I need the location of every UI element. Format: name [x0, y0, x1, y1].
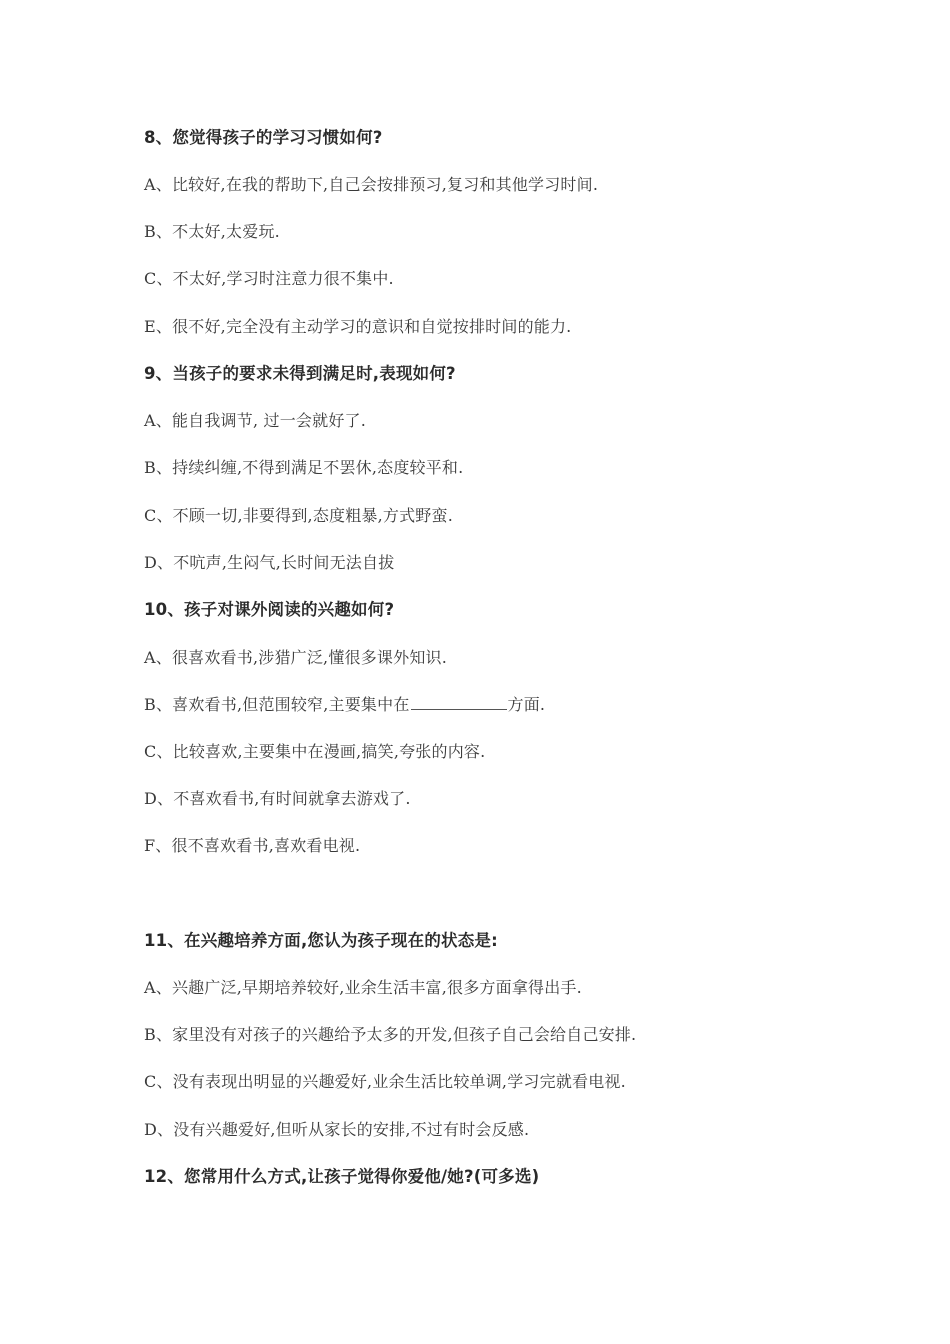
question-10-option-a: A、很喜欢看书,涉猎广泛,懂很多课外知识. [144, 648, 448, 667]
question-10-option-b-text: B、喜欢看书,但范围较窄,主要集中在 [144, 695, 410, 714]
question-11-option-a: A、兴趣广泛,早期培养较好,业余生活丰富,很多方面拿得出手. [144, 978, 582, 997]
question-11-title: 11、在兴趣培养方面,您认为孩子现在的状态是: [144, 931, 498, 950]
question-11-option-c: C、没有表现出明显的兴趣爱好,业余生活比较单调,学习完就看电视. [144, 1072, 626, 1091]
question-11-option-b: B、家里没有对孩子的兴趣给予太多的开发,但孩子自己会给自己安排. [144, 1025, 637, 1044]
question-10-title: 10、孩子对课外阅读的兴趣如何? [144, 600, 395, 619]
question-10-option-c: C、比较喜欢,主要集中在漫画,搞笑,夸张的内容. [144, 742, 486, 761]
question-8-option-a: A、比较好,在我的帮助下,自己会按排预习,复习和其他学习时间. [144, 175, 599, 194]
fill-in-blank [411, 693, 507, 710]
question-9-option-c: C、不顾一切,非要得到,态度粗暴,方式野蛮. [144, 506, 453, 525]
question-8-option-e: E、很不好,完全没有主动学习的意识和自觉按排时间的能力. [144, 317, 572, 336]
question-9-option-b: B、持续纠缠,不得到满足不罢休,态度较平和. [144, 458, 464, 477]
question-12-title: 12、您常用什么方式,让孩子觉得你爱他/她?(可多选) [144, 1167, 540, 1186]
question-8-title: 8、您觉得孩子的学习习惯如何? [144, 128, 383, 147]
question-10-option-b-suffix: 方面. [507, 695, 546, 714]
question-8-option-b: B、不太好,太爱玩. [144, 222, 280, 241]
question-10-option-f: F、很不喜欢看书,喜欢看电视. [144, 836, 361, 855]
question-9-option-d: D、不吭声,生闷气,长时间无法自拔 [144, 553, 395, 572]
question-10-option-d: D、不喜欢看书,有时间就拿去游戏了. [144, 789, 411, 808]
question-8-option-c: C、不太好,学习时注意力很不集中. [144, 269, 394, 288]
question-9-option-a: A、能自我调节, 过一会就好了. [144, 411, 367, 430]
question-10-option-b [144, 693, 545, 717]
question-9-title: 9、当孩子的要求未得到满足时,表现如何? [144, 364, 456, 383]
question-11-option-d: D、没有兴趣爱好,但听从家长的安排,不过有时会反感. [144, 1120, 530, 1139]
